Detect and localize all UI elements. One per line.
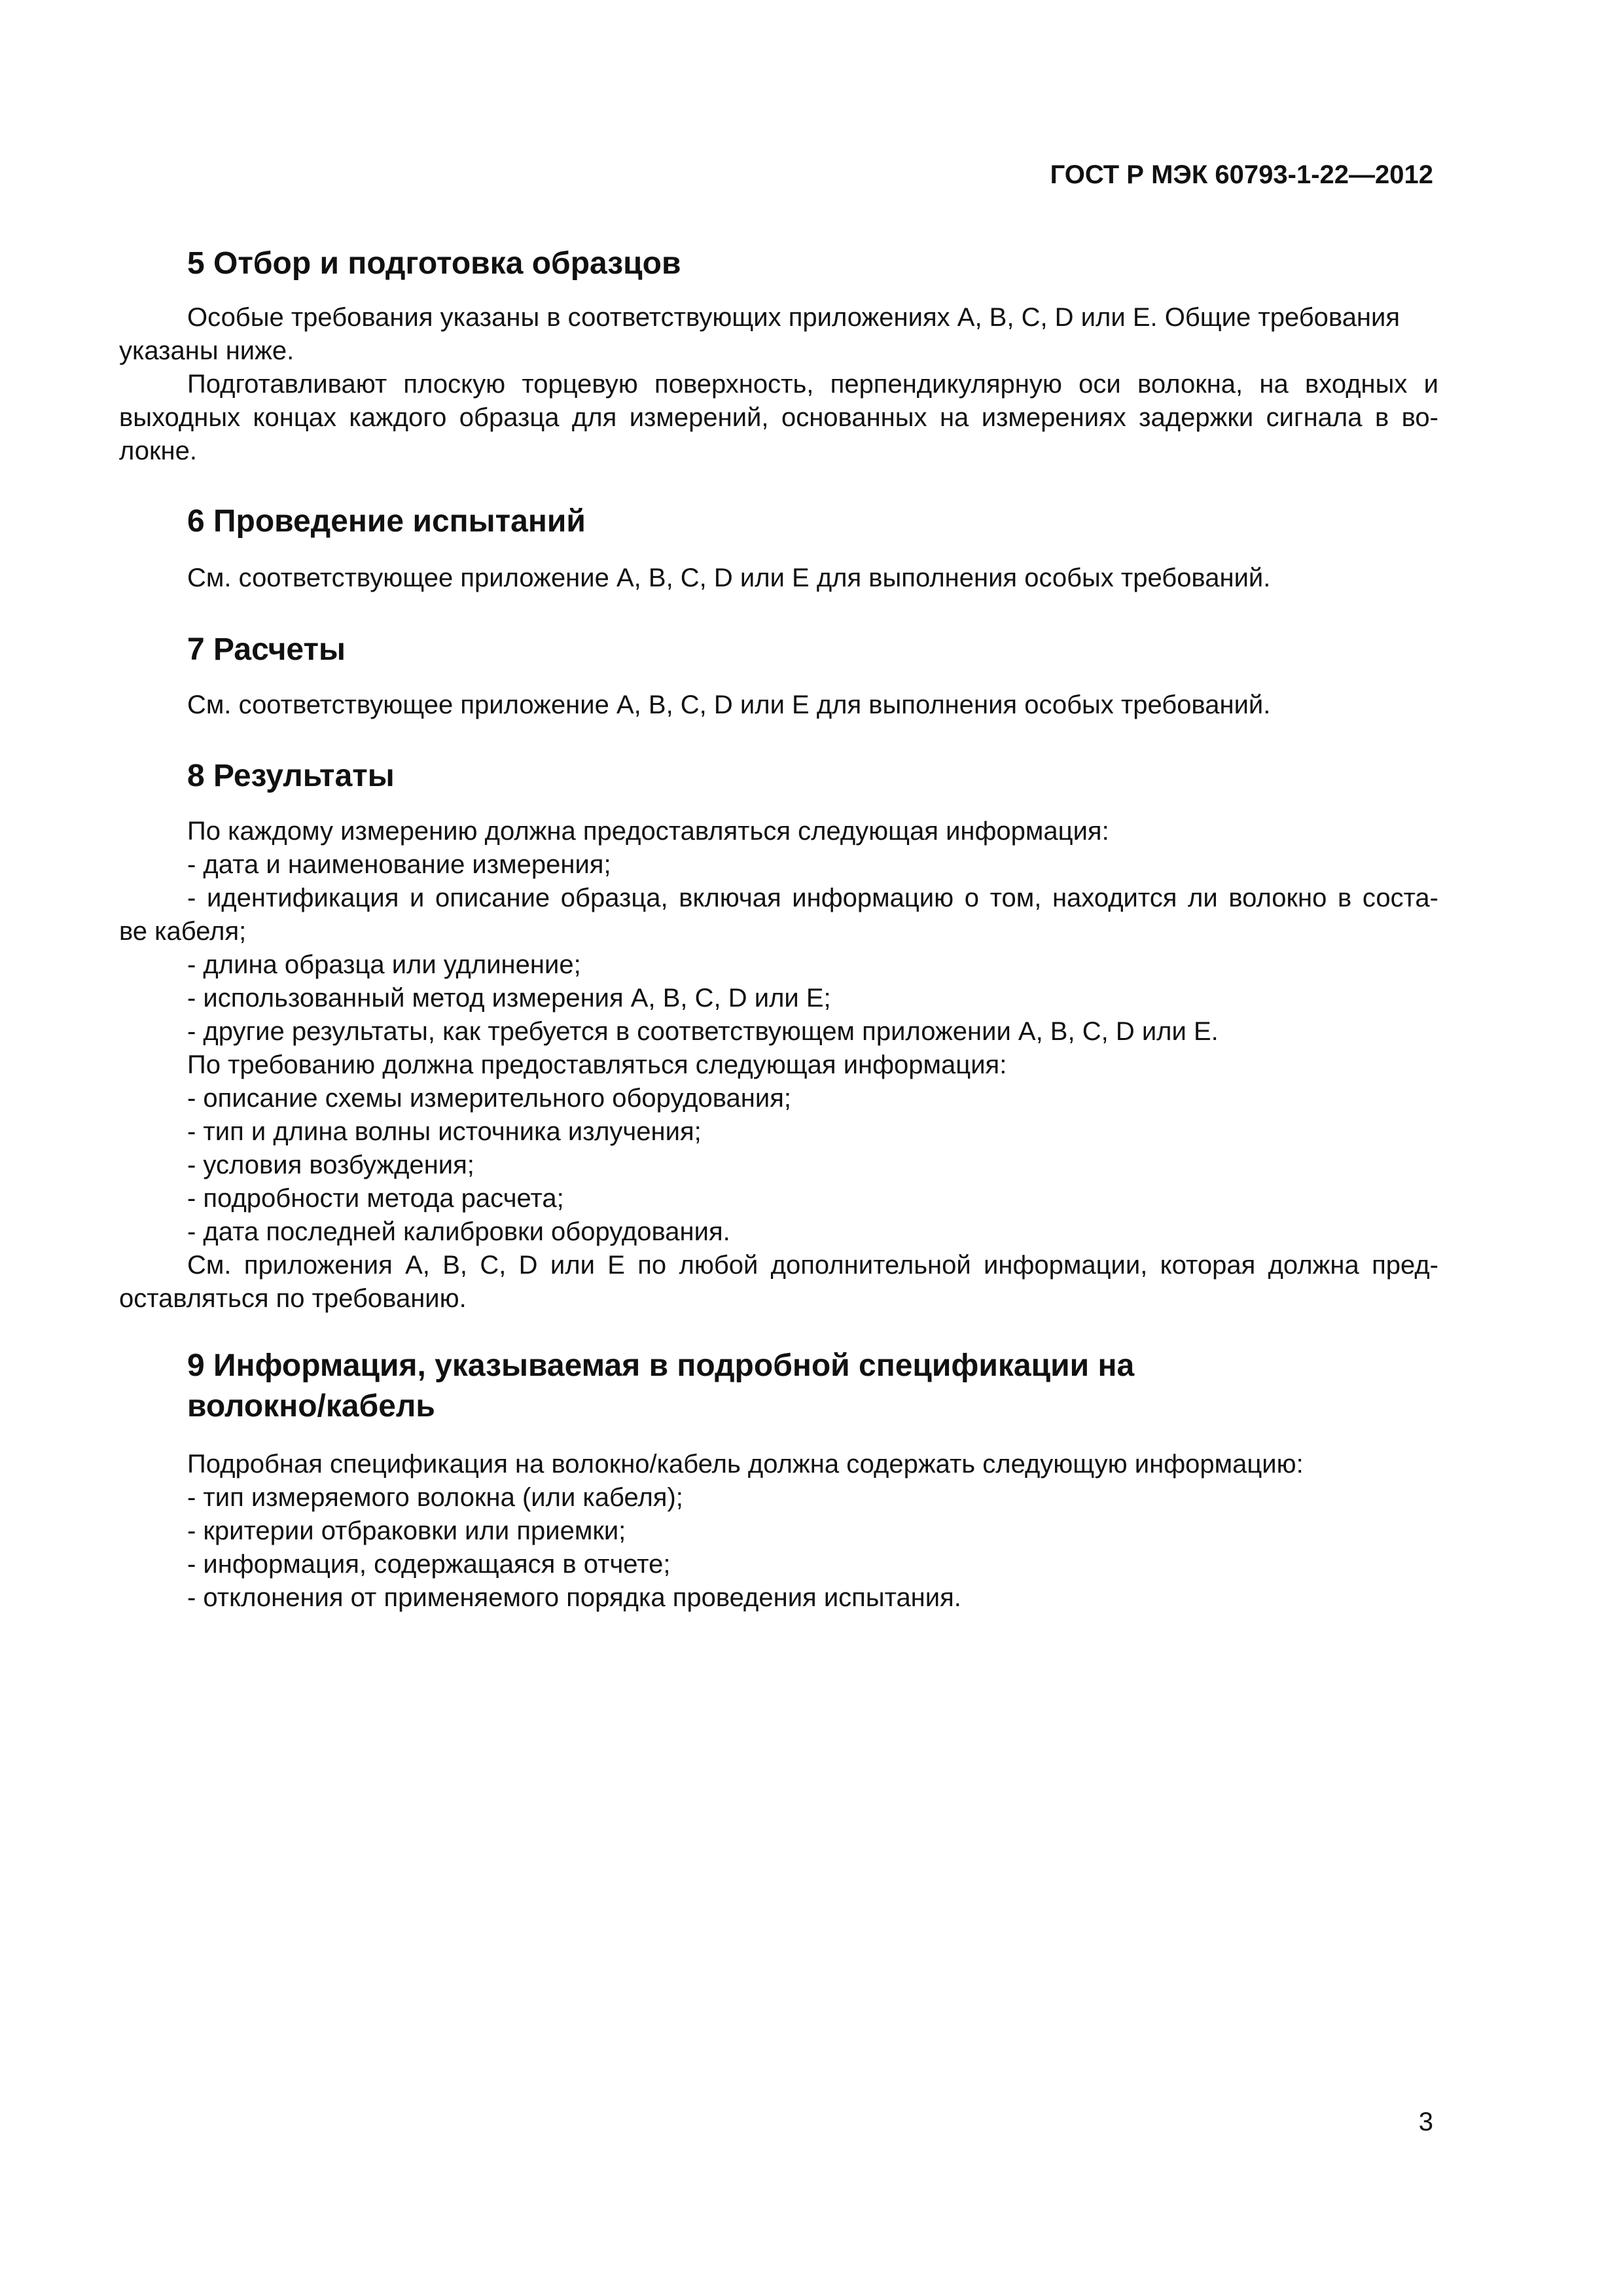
section-5-line: Подготавливают плоскую торцевую поверхность, перпендикулярную оси волокна, на входных и	[187, 370, 1438, 399]
section-5-heading: 5 Отбор и подготовка образцов	[187, 246, 681, 281]
section-9-line: Подробная спецификация на волокно/кабель должна содержать следующую информацию:	[187, 1450, 1304, 1479]
section-8-list-item: - дата и наименование измерения;	[187, 850, 611, 879]
section-9-heading-cont: волокно/кабель	[187, 1389, 435, 1424]
section-8-list-item: - другие результаты, как требуется в соответствующем приложении А, В, С, D или Е.	[187, 1017, 1219, 1046]
section-5-line: указаны ниже.	[119, 336, 294, 365]
section-8-line: оставляться по требованию.	[119, 1284, 467, 1313]
section-6-text: См. соответствующее приложение А, В, С, D или Е для выполнения особых требований.	[187, 564, 1271, 592]
section-6-heading: 6 Проведение испытаний	[187, 504, 586, 539]
section-8-list-item: - описание схемы измерительного оборудования;	[187, 1084, 791, 1113]
section-9-list-item: - информация, содержащаяся в отчете;	[187, 1550, 671, 1579]
section-8-list-item: - дата последней калибровки оборудования.	[187, 1217, 730, 1246]
section-7-text: См. соответствующее приложение А, В, С, D или Е для выполнения особых требований.	[187, 691, 1271, 719]
section-5-line: Особые требования указаны в соответствующих приложениях А, В, С, D или Е. Общие требования	[187, 303, 1400, 332]
page-number: 3	[1418, 2108, 1433, 2136]
section-9-list-item: - тип измеряемого волокна (или кабеля);	[187, 1483, 683, 1512]
section-8-list-item: - тип и длина волны источника излучения;	[187, 1117, 702, 1146]
section-8-list-item: - подробности метода расчета;	[187, 1184, 564, 1213]
section-8-list-item: - длина образца или удлинение;	[187, 950, 581, 979]
section-7-heading: 7 Расчеты	[187, 632, 346, 667]
section-8-line: По каждому измерению должна предоставляться следующая информация:	[187, 817, 1109, 846]
section-8-line: См. приложения А, В, С, D или Е по любой дополнительной информации, которая должна пред-	[187, 1251, 1438, 1280]
document-code-header: ГОСТ Р МЭК 60793-1-22—2012	[1050, 160, 1433, 189]
section-8-line: ве кабеля;	[119, 917, 247, 946]
section-9-heading: 9 Информация, указываемая в подробной спецификации на	[187, 1348, 1135, 1383]
section-8-heading: 8 Результаты	[187, 759, 395, 793]
section-8-list-item: - идентификация и описание образца, включая информацию о том, находится ли волокно в соста-	[187, 884, 1438, 912]
section-5-line: выходных концах каждого образца для измерений, основанных на измерениях задержки сигнала в во-	[119, 403, 1438, 432]
section-9-list-item: - критерии отбраковки или приемки;	[187, 1516, 626, 1545]
section-9-list-item: - отклонения от применяемого порядка проведения испытания.	[187, 1583, 961, 1612]
section-8-list-item: - использованный метод измерения А, В, С, D или Е;	[187, 984, 831, 1013]
section-8-list-item: - условия возбуждения;	[187, 1151, 474, 1179]
section-5-line: локне.	[119, 437, 197, 465]
section-8-line: По требованию должна предоставляться следующая информация:	[187, 1050, 1007, 1079]
